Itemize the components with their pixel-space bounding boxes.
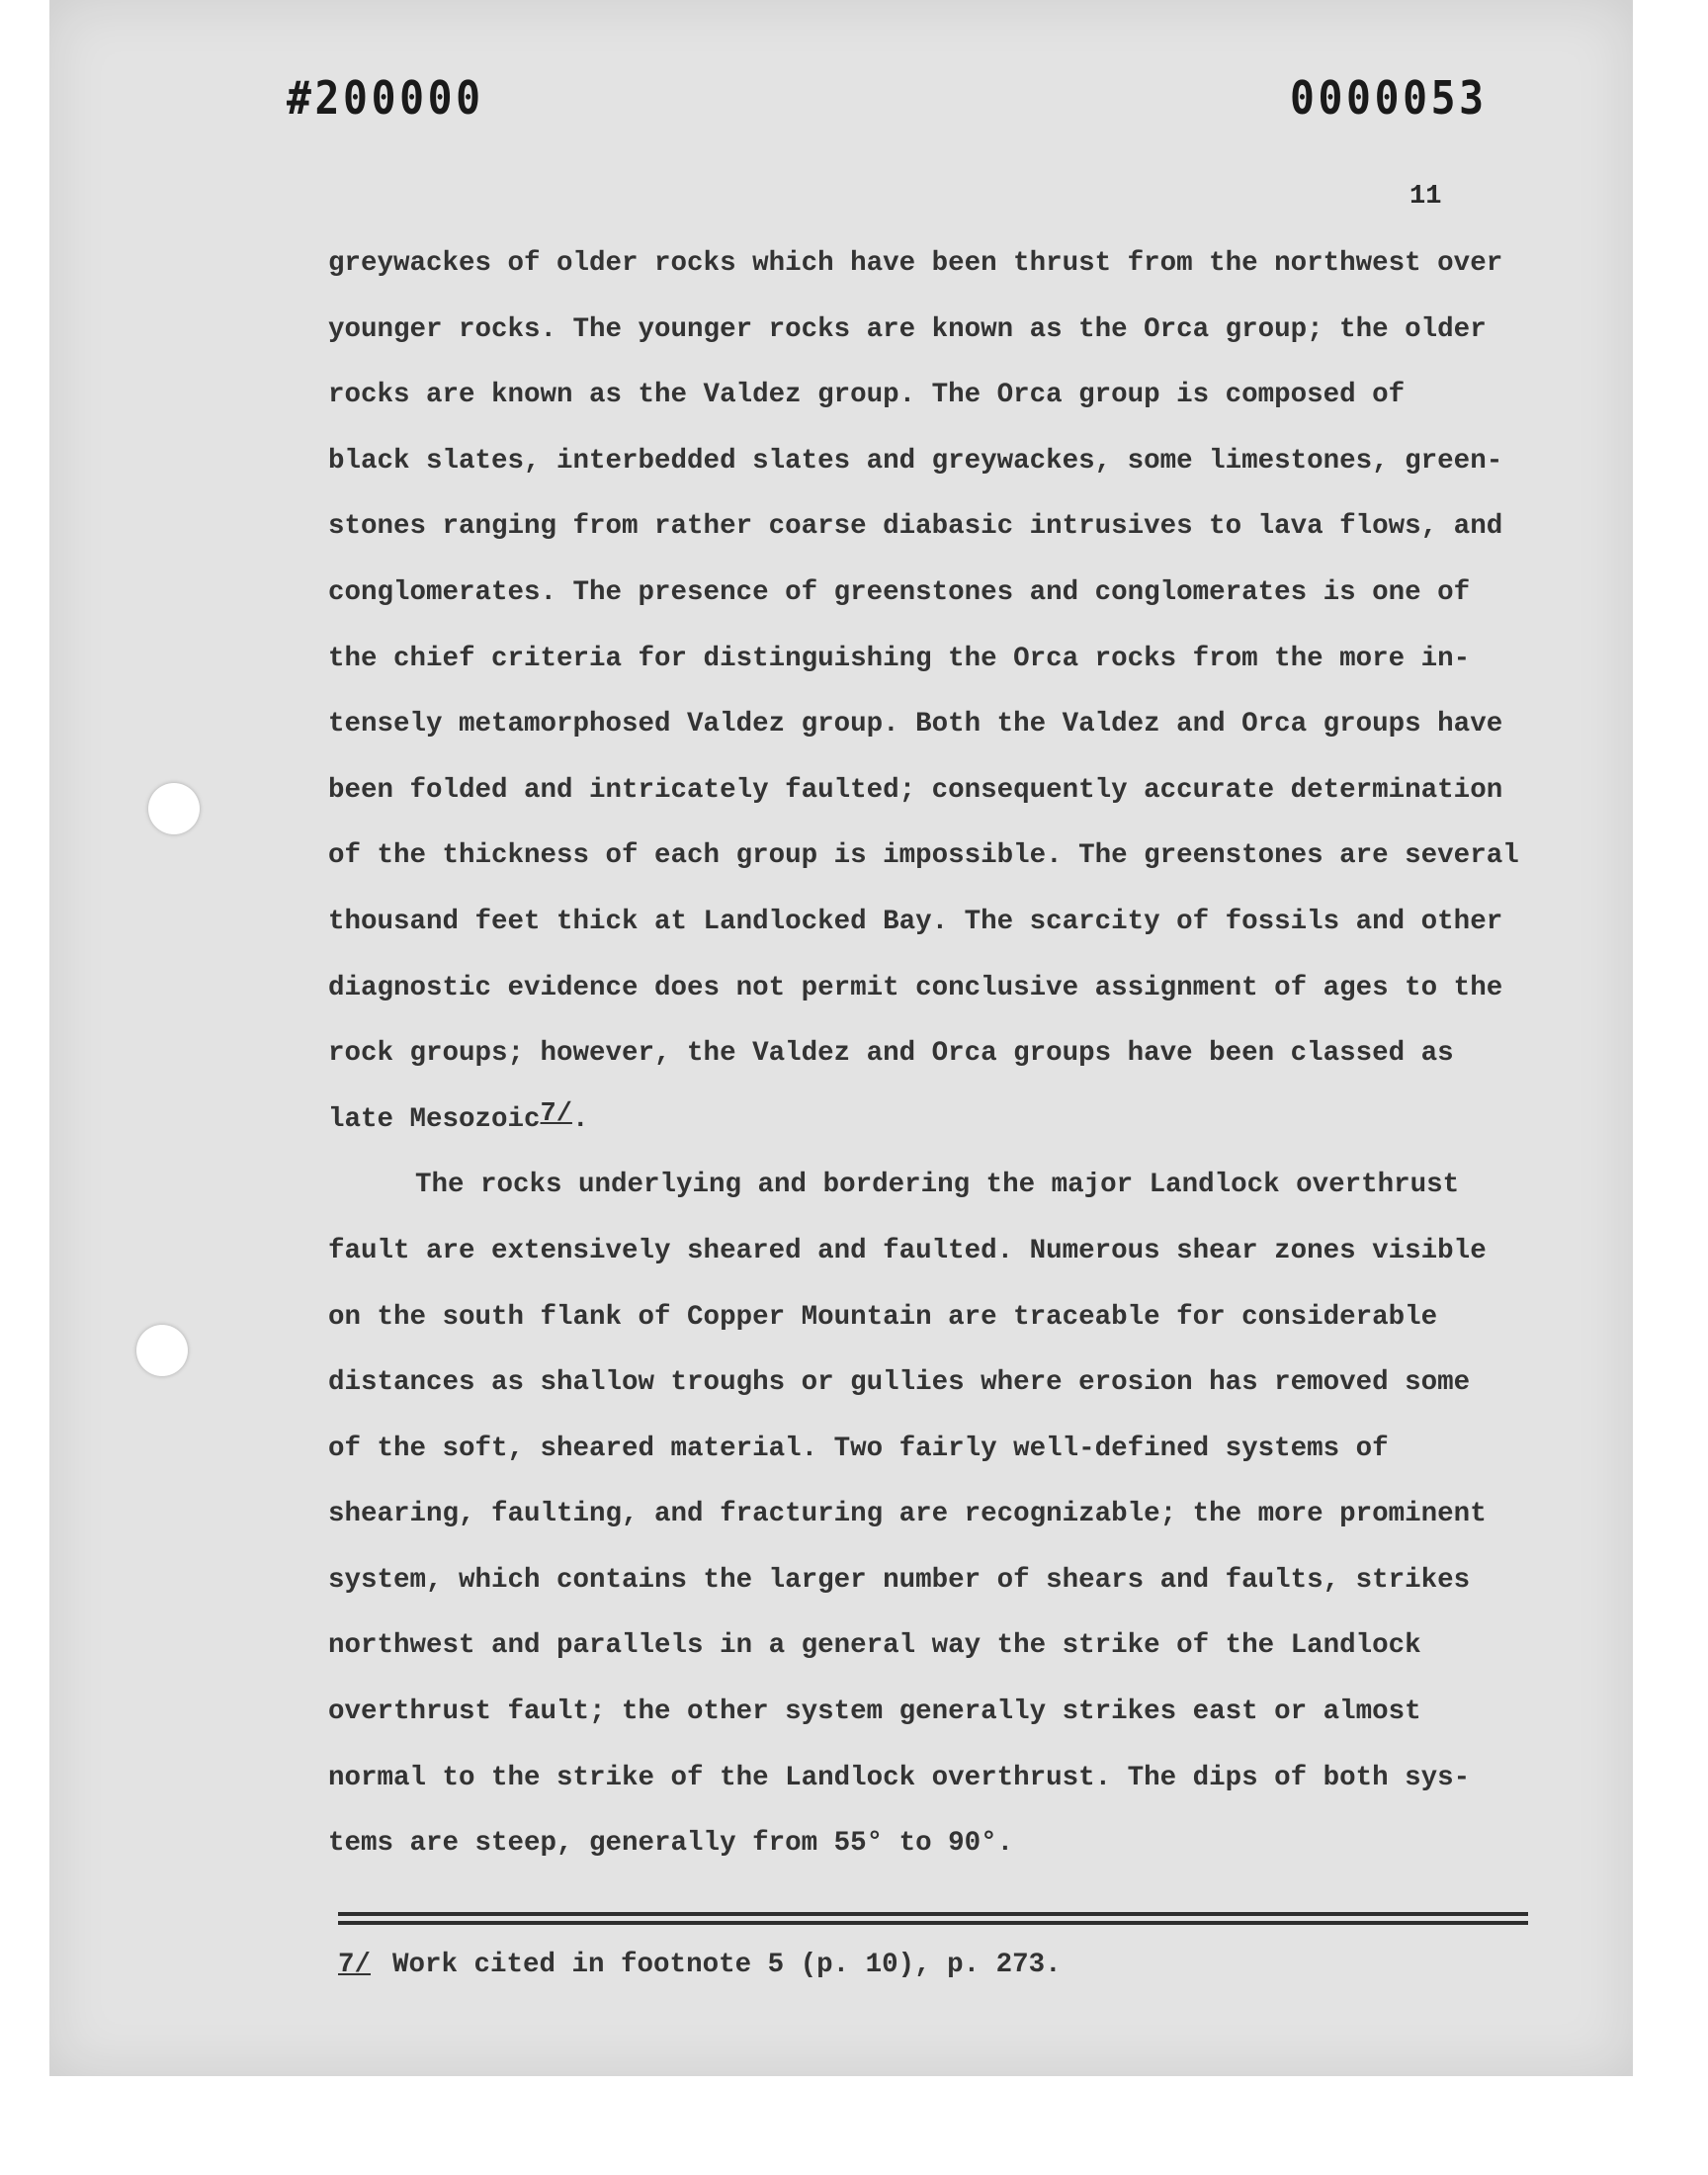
text-line: system, which contains the larger number of shears and faults, strikes: [328, 1564, 1471, 1596]
text-line: younger rocks. The younger rocks are known as the Orca group; the older: [328, 313, 1487, 345]
text-line: conglomerates. The presence of greenstones and conglomerates is one of: [328, 576, 1471, 608]
text-line: diagnostic evidence does not permit conclusive assignment of ages to the: [328, 972, 1503, 1003]
page-number: 11: [1409, 182, 1442, 212]
text-line: greywackes of older rocks which have been thrust from the northwest over: [328, 248, 1503, 279]
footnote-divider: [338, 1921, 1528, 1925]
text-line: black slates, interbedded slates and greywackes, some limestones, green-: [328, 445, 1503, 477]
footnote-reference: 7/: [540, 1098, 572, 1129]
text-fragment: .: [571, 1103, 589, 1135]
document-page: [49, 0, 1633, 2076]
text-line: of the soft, sheared material. Two fairly well-defined systems of: [328, 1433, 1389, 1464]
paragraph-2: [328, 1166, 1574, 1890]
text-fragment: late Mesozoic: [328, 1103, 541, 1135]
text-line-last: [328, 1100, 1574, 1167]
text-line: fault are extensively sheared and faulted. Numerous shear zones visible: [328, 1235, 1487, 1266]
text-line: overthrust fault; the other system generally strikes east or almost: [328, 1696, 1421, 1728]
text-line: tems are steep, generally from 55° to 90°.: [328, 1828, 1014, 1860]
text-line: rocks are known as the Valdez group. The Orca group is composed of: [328, 380, 1406, 411]
document-stamp-right: 0000053: [1290, 71, 1488, 125]
body-text: [328, 244, 1574, 1890]
footnote-divider: [338, 1912, 1528, 1916]
text-line: been folded and intricately faulted; consequently accurate determination: [328, 774, 1503, 806]
footnote-mark: 7/: [338, 1950, 372, 1980]
text-line: northwest and parallels in a general way the strike of the Landlock: [328, 1630, 1421, 1662]
paragraph-1: [328, 244, 1574, 1166]
footnote-text: Work cited in footnote 5 (p. 10), p. 273.: [392, 1950, 1062, 1980]
text-line: rock groups; however, the Valdez and Orca groups have been classed as: [328, 1038, 1454, 1070]
punch-hole: [136, 1325, 188, 1376]
text-line: the chief criteria for distinguishing the Orca rocks from the more in-: [328, 643, 1471, 674]
text-line: shearing, faulting, and fracturing are recognizable; the more prominent: [328, 1499, 1487, 1530]
footnote: [338, 1950, 1062, 1980]
text-line: distances as shallow troughs or gullies where erosion has removed some: [328, 1367, 1471, 1399]
text-line: stones ranging from rather coarse diabasic intrusives to lava flows, and: [328, 511, 1503, 543]
punch-hole: [148, 783, 200, 834]
text-line: The rocks underlying and bordering the major Landlock overthrust: [415, 1170, 1460, 1201]
text-line: of the thickness of each group is impossible. The greenstones are several: [328, 840, 1519, 872]
text-line: normal to the strike of the Landlock overthrust. The dips of both sys-: [328, 1762, 1471, 1793]
text-line: tensely metamorphosed Valdez group. Both the Valdez and Orca groups have: [328, 709, 1503, 740]
text-line: on the south flank of Copper Mountain are traceable for considerable: [328, 1301, 1438, 1333]
document-stamp-left: #200000: [287, 71, 484, 125]
text-line: thousand feet thick at Landlocked Bay. The scarcity of fossils and other: [328, 906, 1503, 937]
